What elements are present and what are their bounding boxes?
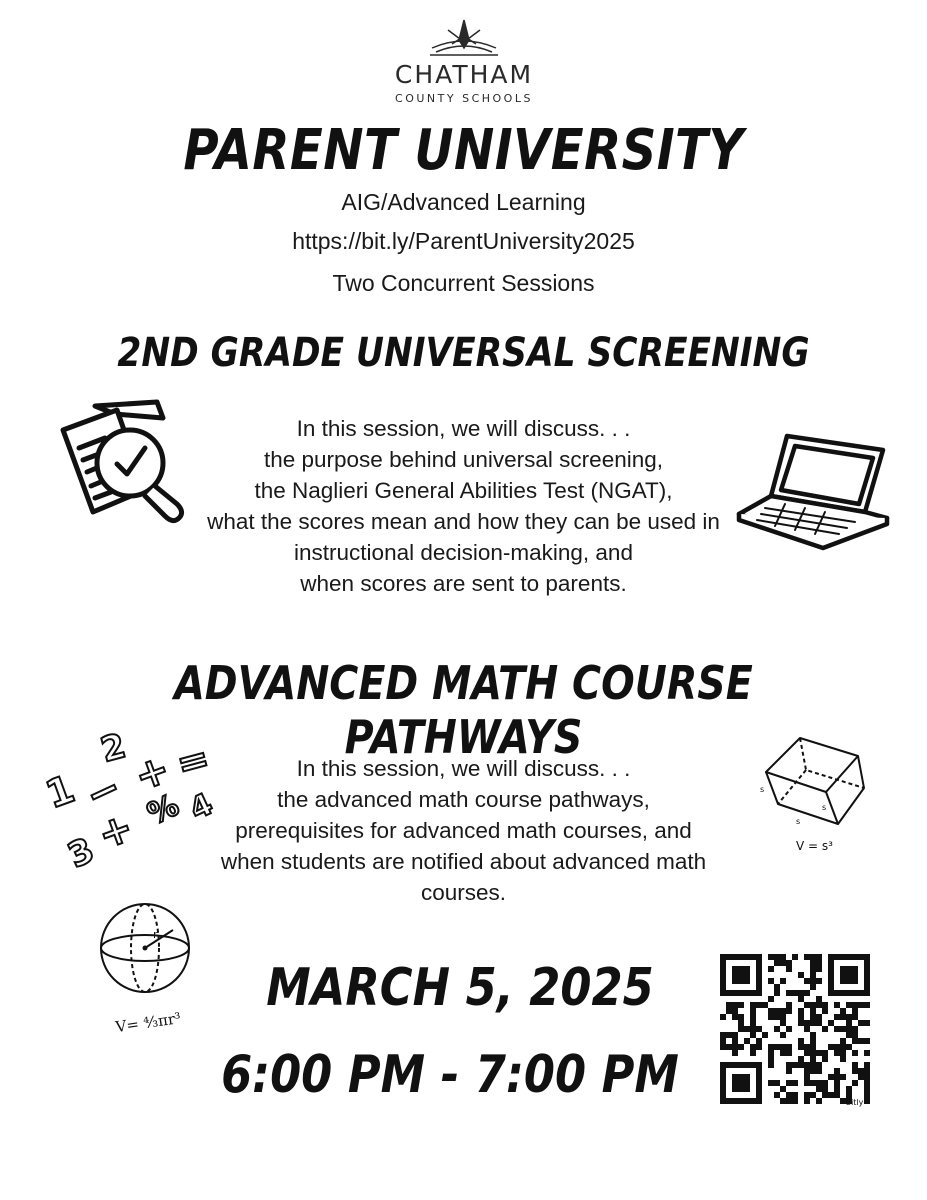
- qr-module: [816, 1014, 822, 1020]
- math-symbol-four: 4: [184, 786, 219, 828]
- qr-module: [834, 1074, 840, 1080]
- qr-module: [852, 1008, 858, 1014]
- qr-module: [798, 990, 804, 996]
- qr-module: [750, 1050, 756, 1056]
- qr-module: [804, 1026, 810, 1032]
- qr-module: [810, 1092, 816, 1098]
- qr-module: [822, 1008, 828, 1014]
- subtitle-program: AIG/Advanced Learning: [341, 189, 586, 215]
- qr-module: [798, 1008, 804, 1014]
- qr-module: [762, 1032, 768, 1038]
- qr-module: [822, 1080, 828, 1086]
- qr-module: [846, 1020, 852, 1026]
- qr-module: [726, 1002, 732, 1008]
- qr-module: [738, 1002, 744, 1008]
- qr-module: [816, 1050, 822, 1056]
- math-symbol-three: 3: [62, 830, 101, 877]
- qr-module: [804, 1044, 810, 1050]
- cube-side-label: s: [822, 803, 827, 812]
- qr-module: [852, 1026, 858, 1032]
- qr-module: [840, 1050, 846, 1056]
- qr-module: [840, 1056, 846, 1062]
- qr-module: [834, 1080, 840, 1086]
- qr-module: [780, 1020, 786, 1026]
- qr-module: [840, 1044, 846, 1050]
- qr-module: [774, 1026, 780, 1032]
- session1-line: when scores are sent to parents.: [300, 571, 627, 596]
- qr-module: [822, 1050, 828, 1056]
- session2-heading: ADVANCED MATH COURSE PATHWAYS: [174, 656, 753, 764]
- qr-module: [780, 1044, 786, 1050]
- qr-module: [846, 1044, 852, 1050]
- qr-module: [816, 978, 822, 984]
- qr-module: [810, 1002, 816, 1008]
- qr-module: [762, 1002, 768, 1008]
- math-symbol-percent: %: [142, 787, 185, 833]
- qr-module: [768, 978, 774, 984]
- qr-module: [810, 1050, 816, 1056]
- qr-module: [858, 1038, 864, 1044]
- qr-module: [786, 960, 792, 966]
- qr-module: [840, 1074, 846, 1080]
- sphere-radius-label: r: [153, 928, 158, 941]
- cube-side-label: s: [796, 817, 801, 826]
- qr-module: [846, 1032, 852, 1038]
- qr-module: [750, 1044, 756, 1050]
- math-symbol-equals: =: [171, 735, 215, 787]
- cube-formula: V = s³: [796, 839, 833, 853]
- qr-module: [816, 1098, 822, 1104]
- qr-module: [732, 1014, 738, 1020]
- qr-module: [864, 1098, 870, 1104]
- qr-module: [834, 1026, 840, 1032]
- qr-module: [816, 996, 822, 1002]
- qr-module: [750, 1020, 756, 1026]
- qr-module: [864, 1086, 870, 1092]
- qr-module: [804, 1074, 810, 1080]
- qr-module: [798, 1044, 804, 1050]
- qr-module: [846, 1002, 852, 1008]
- qr-module: [804, 1020, 810, 1026]
- qr-module: [786, 1068, 792, 1074]
- qr-module: [840, 1026, 846, 1032]
- qr-module: [804, 954, 810, 960]
- qr-module: [786, 1002, 792, 1008]
- qr-module: [798, 1038, 804, 1044]
- qr-module: [732, 1032, 738, 1038]
- qr-module: [756, 1002, 762, 1008]
- cube-side-label: s: [760, 785, 765, 794]
- qr-module: [864, 1002, 870, 1008]
- qr-module: [786, 1092, 792, 1098]
- qr-module: [834, 1044, 840, 1050]
- qr-module: [828, 1044, 834, 1050]
- qr-module: [720, 1044, 726, 1050]
- qr-finder-pattern: [831, 957, 867, 993]
- qr-module: [786, 1044, 792, 1050]
- math-symbol-two: 2: [96, 725, 130, 771]
- qr-module: [768, 1056, 774, 1062]
- qr-module: [774, 984, 780, 990]
- qr-module: [804, 1050, 810, 1056]
- qr-module: [774, 1080, 780, 1086]
- qr-module: [798, 1014, 804, 1020]
- qr-module: [786, 1026, 792, 1032]
- qr-module: [774, 1044, 780, 1050]
- qr-module: [804, 1062, 810, 1068]
- qr-module: [810, 1068, 816, 1074]
- qr-module: [852, 1032, 858, 1038]
- qr-module: [744, 1026, 750, 1032]
- qr-module: [816, 960, 822, 966]
- qr-module: [822, 1056, 828, 1062]
- qr-module: [732, 1008, 738, 1014]
- qr-module: [768, 1044, 774, 1050]
- qr-module: [810, 1056, 816, 1062]
- qr-module: [756, 1038, 762, 1044]
- qr-module: [834, 1086, 840, 1092]
- qr-module: [738, 1014, 744, 1020]
- qr-module: [786, 1062, 792, 1068]
- sphere-icon: [95, 900, 205, 1040]
- qr-module: [810, 1032, 816, 1038]
- qr-module: [792, 990, 798, 996]
- qr-module: [786, 1050, 792, 1056]
- qr-module: [786, 1008, 792, 1014]
- qr-module: [858, 1020, 864, 1026]
- qr-module: [720, 1038, 726, 1044]
- qr-module: [816, 1068, 822, 1074]
- qr-module: [768, 1062, 774, 1068]
- qr-module: [780, 1032, 786, 1038]
- qr-module: [810, 1008, 816, 1014]
- qr-module: [852, 1038, 858, 1044]
- event-time: 6:00 PM - 7:00 PM: [221, 1045, 679, 1105]
- qr-module: [822, 1086, 828, 1092]
- qr-module: [726, 1008, 732, 1014]
- qr-module: [792, 954, 798, 960]
- qr-module: [756, 1044, 762, 1050]
- qr-module: [780, 960, 786, 966]
- qr-module: [768, 1050, 774, 1056]
- qr-module: [780, 1050, 786, 1056]
- page-title: PARENT UNIVERSITY: [183, 118, 744, 183]
- qr-module: [768, 1008, 774, 1014]
- qr-module: [846, 1014, 852, 1020]
- qr-module: [768, 954, 774, 960]
- qr-module: [780, 1098, 786, 1104]
- qr-module: [858, 1068, 864, 1074]
- qr-module: [750, 1014, 756, 1020]
- qr-module: [732, 1002, 738, 1008]
- sphere-formula: V= ⁴⁄₃πr³: [114, 1009, 183, 1037]
- qr-module: [822, 1026, 828, 1032]
- qr-module: [738, 1026, 744, 1032]
- qr-module: [792, 1080, 798, 1086]
- qr-module: [864, 1074, 870, 1080]
- qr-module: [852, 1014, 858, 1020]
- qr-module: [810, 1014, 816, 1020]
- qr-module: [816, 1086, 822, 1092]
- qr-module: [810, 1038, 816, 1044]
- qr-module: [858, 1074, 864, 1080]
- qr-module: [738, 1044, 744, 1050]
- qr-module: [774, 990, 780, 996]
- qr-module: [732, 1038, 738, 1044]
- session2-line: prerequisites for advanced math courses, and: [235, 818, 692, 843]
- qr-module: [816, 966, 822, 972]
- qr-module: [822, 1002, 828, 1008]
- qr-module: [780, 954, 786, 960]
- qr-module: [774, 1014, 780, 1020]
- qr-module: [810, 954, 816, 960]
- qr-module: [792, 1092, 798, 1098]
- logo-subtitle: COUNTY SCHOOLS: [395, 92, 533, 105]
- session1-line: the purpose behind universal screening,: [263, 447, 663, 472]
- compass-logo-icon: [426, 18, 502, 58]
- qr-module: [810, 1044, 816, 1050]
- math-symbol-plus-bottom: +: [92, 804, 140, 859]
- qr-module: [744, 1038, 750, 1044]
- qr-module: [864, 1068, 870, 1074]
- qr-module: [792, 1062, 798, 1068]
- qr-module: [816, 1062, 822, 1068]
- qr-module: [798, 972, 804, 978]
- qr-module: [810, 978, 816, 984]
- qr-module: [786, 1080, 792, 1086]
- qr-module: [804, 990, 810, 996]
- qr-module: [858, 1002, 864, 1008]
- session2-line: courses.: [420, 880, 507, 905]
- qr-module: [852, 1050, 858, 1056]
- qr-module: [864, 1020, 870, 1026]
- qr-module: [816, 954, 822, 960]
- session2-line: the advanced math course pathways,: [277, 787, 650, 812]
- qr-module: [774, 1008, 780, 1014]
- session1-line: the Naglieri General Abilities Test (NGAT),: [254, 478, 673, 503]
- qr-module: [780, 1086, 786, 1092]
- qr-module: [864, 1080, 870, 1086]
- qr-module: [768, 996, 774, 1002]
- session1-line: instructional decision-making, and: [294, 540, 633, 565]
- qr-module: [792, 1098, 798, 1104]
- qr-module: [798, 1020, 804, 1026]
- qr-module: [804, 1092, 810, 1098]
- qr-module: [834, 1014, 840, 1020]
- qr-module: [822, 1092, 828, 1098]
- qr-module: [768, 966, 774, 972]
- qr-module: [840, 1008, 846, 1014]
- session1-line: In this session, we will discuss. . .: [296, 416, 631, 441]
- session2-line: In this session, we will discuss. . .: [296, 756, 631, 781]
- qr-module: [798, 996, 804, 1002]
- session2-description: [0, 753, 927, 908]
- qr-module: [810, 1062, 816, 1068]
- qr-module: [720, 1014, 726, 1020]
- qr-module: [750, 1002, 756, 1008]
- qr-module: [720, 1032, 726, 1038]
- qr-module: [834, 1068, 840, 1074]
- qr-module: [738, 1020, 744, 1026]
- qr-module: [840, 1038, 846, 1044]
- session2-line: when students are notified about advanced math: [220, 849, 707, 874]
- qr-module: [726, 1044, 732, 1050]
- math-symbol-plus-top: +: [128, 745, 176, 801]
- qr-module: [810, 972, 816, 978]
- logo-name: CHATHAM: [394, 60, 534, 89]
- qr-module: [750, 1008, 756, 1014]
- qr-finder-pattern: [723, 957, 759, 993]
- qr-module: [840, 1014, 846, 1020]
- qr-module: [810, 1020, 816, 1026]
- session1-line: what the scores mean and how they can be used in: [207, 509, 720, 534]
- math-symbol-one: 1: [40, 766, 81, 817]
- qr-module: [846, 1086, 852, 1092]
- qr-module: [804, 1098, 810, 1104]
- event-date: MARCH 5, 2025: [266, 958, 654, 1018]
- qr-module: [834, 1092, 840, 1098]
- qr-module: [804, 1068, 810, 1074]
- qr-module: [780, 978, 786, 984]
- qr-module: [774, 1092, 780, 1098]
- qr-module: [786, 966, 792, 972]
- qr-module: [732, 1044, 738, 1050]
- qr-module: [768, 1014, 774, 1020]
- qr-module: [816, 1002, 822, 1008]
- qr-module: [828, 1020, 834, 1026]
- qr-module: [810, 984, 816, 990]
- qr-module: [852, 1002, 858, 1008]
- qr-module: [828, 1074, 834, 1080]
- qr-module: [786, 1098, 792, 1104]
- qr-module: [804, 978, 810, 984]
- qr-module: [804, 1002, 810, 1008]
- qr-module: [798, 1062, 804, 1068]
- qr-module: [768, 1080, 774, 1086]
- qr-module: [774, 954, 780, 960]
- qr-module: [864, 1038, 870, 1044]
- subtitle-sessions: Two Concurrent Sessions: [332, 270, 595, 296]
- qr-module: [828, 1092, 834, 1098]
- qr-module: [852, 1062, 858, 1068]
- qr-module: [816, 1080, 822, 1086]
- qr-module: [864, 1050, 870, 1056]
- qr-module: [750, 1026, 756, 1032]
- qr-module: [726, 1032, 732, 1038]
- subtitle-link[interactable]: https://bit.ly/ParentUniversity2025: [292, 228, 635, 254]
- qr-code-icon[interactable]: [718, 952, 872, 1106]
- qr-module: [864, 1062, 870, 1068]
- qr-module: [774, 960, 780, 966]
- session1-description: [0, 413, 927, 599]
- qr-module: [732, 1050, 738, 1056]
- qr-module: [852, 1080, 858, 1086]
- qr-module: [846, 1026, 852, 1032]
- qr-module: [804, 1080, 810, 1086]
- qr-module: [786, 990, 792, 996]
- session1-heading: 2ND GRADE UNIVERSAL SCREENING: [117, 330, 810, 376]
- qr-module: [816, 1020, 822, 1026]
- qr-label: bitly: [846, 1098, 864, 1107]
- qr-module: [810, 966, 816, 972]
- math-symbol-minus: −: [78, 763, 129, 820]
- qr-module: [852, 1068, 858, 1074]
- qr-module: [810, 960, 816, 966]
- qr-finder-pattern: [723, 1065, 759, 1101]
- district-logo: [388, 18, 540, 110]
- qr-module: [834, 1050, 840, 1056]
- qr-module: [864, 1092, 870, 1098]
- qr-module: [798, 1056, 804, 1062]
- qr-module: [750, 1032, 756, 1038]
- qr-module: [810, 1080, 816, 1086]
- qr-module: [780, 1014, 786, 1020]
- qr-module: [834, 1002, 840, 1008]
- qr-module: [756, 1026, 762, 1032]
- qr-module: [780, 1008, 786, 1014]
